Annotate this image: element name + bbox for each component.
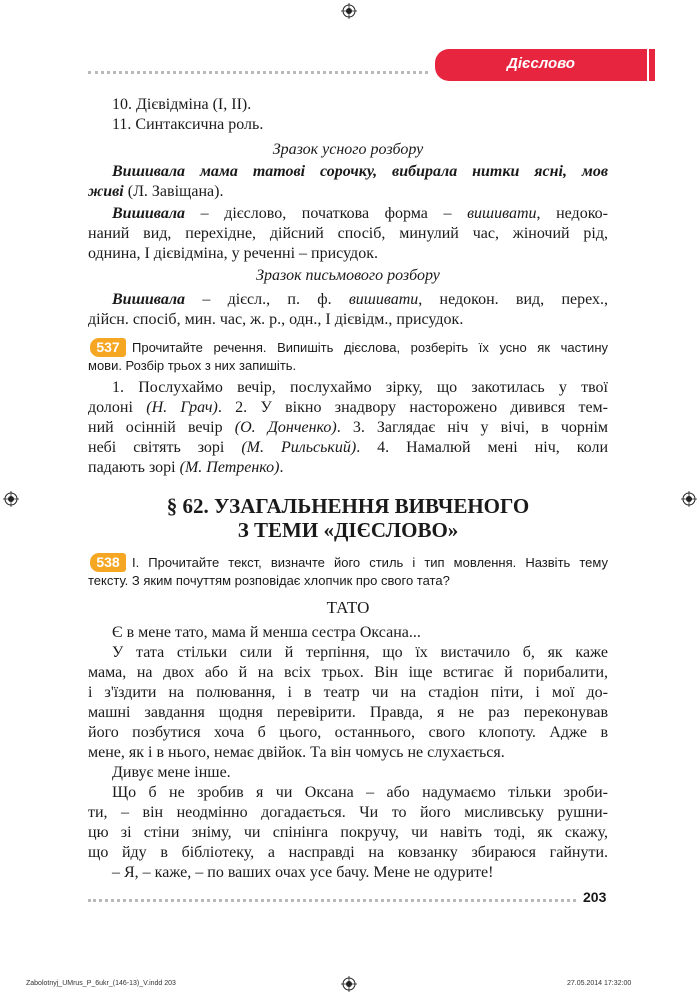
text-title: ТАТО — [326, 598, 370, 617]
text-line: У тата стільки сили й терпіння, що їх вистачило б, як каже — [112, 644, 608, 661]
written-analysis-text: – дієсл., п. ф. — [185, 291, 349, 308]
oral-analysis-line: однина, І дієвідміна, у реченні – присудок. — [88, 245, 378, 262]
text-line: Що б не зробив я чи Оксана – або надумаємо тільки зроби- — [112, 784, 608, 801]
exercise-537-text-line — [88, 398, 608, 418]
footer-dotted-rule — [88, 899, 576, 902]
written-analysis-text: , недокон. вид, перех., — [418, 291, 608, 308]
section-tab-label: Дієслово — [507, 55, 575, 72]
exercise-537-text-line — [88, 438, 608, 458]
oral-analysis-line — [112, 204, 608, 224]
text-fragment: . 2. У вікно знадвору насторожено дивився тем- — [217, 399, 608, 416]
oral-sample-title: Зразок усного розбору — [272, 141, 424, 158]
quote-source: (М. Петренко) — [179, 459, 280, 476]
oral-sample-sentence-end — [88, 182, 608, 202]
section-tab — [435, 49, 647, 81]
analysed-word: Вишивала — [112, 205, 186, 222]
text-line: що йду в бібліотеку, а насправді на ковзанку збираюся гайнути. — [88, 844, 608, 861]
exercise-537-task: Прочитайте речення. Випишіть дієслова, розберіть їх усно як частину — [132, 340, 608, 355]
section-heading: З ТЕМИ «ДІЄСЛОВО» — [237, 518, 459, 542]
oral-sample-source: (Л. Завіщана). — [123, 183, 224, 200]
analysed-word: Вишивала — [112, 291, 186, 308]
exercise-538-task: тексту. З яким почуттям розповідає хлопчик про свого тата? — [88, 573, 450, 588]
oral-sample-sentence: Вишивала мама татові сорочку, вибирала нитки ясні, мов — [112, 163, 608, 180]
registration-mark-top — [341, 3, 357, 19]
page-number: 203 — [583, 889, 607, 905]
written-analysis-line — [112, 290, 608, 310]
exercise-537-task: мови. Розбір трьох з них запишіть. — [88, 358, 297, 373]
text-line: мене, як і в нього, немає двійок. Та він чомусь не слухається. — [88, 744, 505, 761]
text-line: Є в мене тато, мама й менша сестра Оксана... — [112, 624, 421, 641]
initial-form: вишивати — [467, 205, 537, 222]
text-line: мама, на двох або й на всіх трьох. Він іще встигає й порибалити, — [88, 664, 608, 681]
text-line: і з'їздити на полювання, і в театр чи на стадіон піти, і мої до- — [88, 684, 608, 701]
quote-source: (Н. Грач) — [146, 399, 218, 416]
registration-mark-bottom — [341, 976, 357, 992]
text-fragment: . — [279, 459, 284, 476]
text-line: Дивує мене інше. — [112, 764, 231, 781]
oral-analysis-text: , недоко- — [536, 205, 608, 222]
registration-mark-right — [681, 491, 697, 507]
exercise-537-text-line — [88, 418, 608, 438]
exercise-537-text-line: 1. Послухаймо вечір, послухаймо зірку, що закотилась у твої — [112, 379, 608, 396]
exercise-537-badge: 537 — [90, 338, 126, 357]
text-fragment: . 4. Намалюй мені ніч, коли — [356, 439, 609, 456]
text-fragment: долоні — [88, 399, 147, 416]
exercise-538-badge: 538 — [90, 553, 126, 572]
section-tab-edge — [649, 49, 655, 81]
text-line: його позбутися хоча б цього, останнього, свого клопоту. Адже в — [88, 724, 608, 741]
registration-mark-left — [3, 491, 19, 507]
text-fragment: небі світять зорі — [88, 439, 242, 456]
analysis-item: 11. Синтаксична роль. — [112, 116, 264, 133]
text-fragment: ний осінній вечір — [88, 419, 235, 436]
written-sample-title: Зразок письмового розбору — [256, 267, 440, 284]
analysis-item: 10. Дієвідміна (І, ІІ). — [112, 96, 252, 113]
exercise-537-text-line — [88, 458, 608, 478]
oral-analysis-text: – дієслово, початкова форма – — [185, 205, 468, 222]
text-fragment: . 3. Заглядає ніч у вічі, в чорнім — [336, 419, 609, 436]
section-heading: § 62. УЗАГАЛЬНЕННЯ ВИВЧЕНОГО — [166, 494, 530, 518]
exercise-538-task: І. Прочитайте текст, визначте його стиль і тип мовлення. Назвіть тему — [132, 555, 608, 570]
written-analysis-line: дійсн. спосіб, мин. час, ж. р., одн., І дієвідм., присудок. — [88, 311, 464, 328]
quote-source: (М. Рильський) — [241, 439, 357, 456]
text-line: – Я, – каже, – по ваших очах усе бачу. Мене не одурите! — [112, 864, 494, 881]
initial-form: вишивати — [348, 291, 419, 308]
print-file-info: Zabolotnyj_UMrus_P_6ukr_(146-13)_V.indd 203 — [26, 980, 176, 987]
header-dotted-rule — [88, 71, 428, 74]
text-line: машні завдання щодня перевірити. Правда, я не раз переконував — [88, 704, 608, 721]
text-fragment: падають зорі — [88, 459, 180, 476]
oral-analysis-line: наний вид, перехідне, дійсний спосіб, минулий час, жіночий рід, — [88, 225, 608, 242]
oral-sample-sentence-word: живі — [88, 183, 124, 200]
text-line: ти, – він неодмінно догадається. Чи то його мисливську рушни- — [88, 804, 608, 821]
print-date-info: 27.05.2014 17:32:00 — [567, 980, 632, 987]
text-line: цю зі стіни зніму, чи спінінга покручу, чи навіть тоді, як скажу, — [88, 824, 608, 841]
quote-source: (О. Донченко) — [234, 419, 337, 436]
